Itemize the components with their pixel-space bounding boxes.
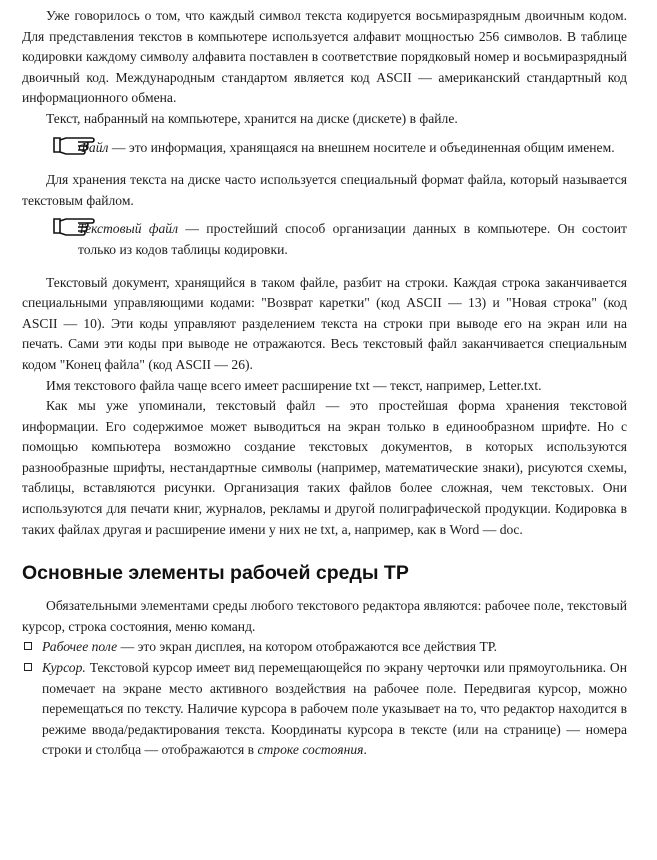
bullet-cursor-rest: Текстовой курсор имеет вид перемещающейся по экрану черточки или прямоугольника. Он помечает на экране место активного воздействия на рабочее поле. Передвигая курсор, можно перемещаться по тексту. Наличие курсора в рабочем поле указывает на то, что редактор находится в режиме ввода/редактирования текста. Координаты курсора в тексте (или на странице) — номера строки и столбца — отображаются в (42, 660, 627, 758)
definition-note-file (22, 138, 627, 159)
bullet-workfield-text (42, 637, 627, 658)
definition-file-rest: — это информация, хранящаяся на внешнем носителе и объединенная общим именем. (108, 139, 615, 155)
bullet-cursor-end: . (363, 742, 367, 758)
bullet-workfield-rest: — это экран дисплея, на котором отображаются все действия ТР. (117, 639, 498, 655)
bullet-cursor-text (42, 658, 627, 761)
checkbox-bullet-icon (24, 663, 32, 671)
pointing-hand-icon (52, 213, 96, 237)
section-heading: Основные элементы рабочей среды ТР (22, 562, 409, 585)
checkbox-bullet-icon (24, 642, 32, 650)
term-file: Файл (78, 139, 109, 155)
pointing-hand-icon (52, 132, 96, 156)
section-intro: Обязательными элементами среды любого текстового редактора являются: рабочее поле, текстовый курсор, строка состояния, меню команд. (22, 598, 627, 634)
paragraph-rich-documents: Как мы уже упоминали, текстовый файл — это простейшая форма хранения текстовой информации. Его содержимое может выводиться на экран только в единообразном шрифте. Но с помощью компьютера возможно создание текстовых документов, в которых используются разнообразные шрифты, нестандартные символы (например, математические знаки), рисуются схемы, таблицы, вставляются рисунки. Организация таких файлов более сложная, чем текстовых. Они используются для печати книг, журналов, рекламы и другой полиграфической продукции. Кодировка в таких файлах другая и расширение имени у них не txt, а, например, как в Word — doc. (22, 398, 627, 537)
term-text-file: Текстовый файл (78, 221, 179, 237)
list-item (22, 637, 627, 658)
term-status-line: строке состояния (257, 742, 364, 758)
definition-note-text-file (22, 219, 627, 260)
term-workfield: Рабочее поле (42, 639, 118, 655)
paragraph-line-codes: Текстовый документ, хранящийся в таком файле, разбит на строки. Каждая строка заканчивается специальными управляющими кодами: "Возврат каретки" (код ASCII — 13) и "Новая строка" (код ASCII — 10). Эти коды управляют разделением текста на строки при выводе его на экран или на печать. Сами эти коды при выводе не отражаются. Весь текстовый файл заканчивается специальным кодом "Конец файла" (код ASCII — 26). (22, 274, 627, 372)
term-cursor: Курсор. (42, 660, 86, 676)
paragraph-text-file-storage: Текст, набранный на компьютере, хранится на диске (дискете) в файле. (46, 110, 458, 126)
list-item (22, 658, 627, 761)
paragraph-text-format: Для хранения текста на диске часто используется специальный формат файла, который называется текстовым файлом. (22, 172, 627, 208)
definition-text-file-rest: — простейший способ организации данных в компьютере. Он состоит только из кодов таблицы кодировки. (78, 221, 627, 257)
paragraph-txt-extension: Имя текстового файла чаще всего имеет расширение txt — текст, например, Letter.txt. (46, 377, 542, 393)
paragraph-ascii: Уже говорилось о том, что каждый символ текста кодируется восьмиразрядным двоичным кодом. Для представления текстов в компьютере используется алфавит мощностью 256 символов. В таблице кодировки каждому символу алфавита поставлен в соответствие порядковый номер и восьмиразрядный двоичный код. Международным стандартом является код ASCII — американский стандартный код информационного обмена. (22, 8, 627, 106)
definition-file-text (78, 138, 627, 159)
definition-text-file-text (78, 219, 627, 260)
